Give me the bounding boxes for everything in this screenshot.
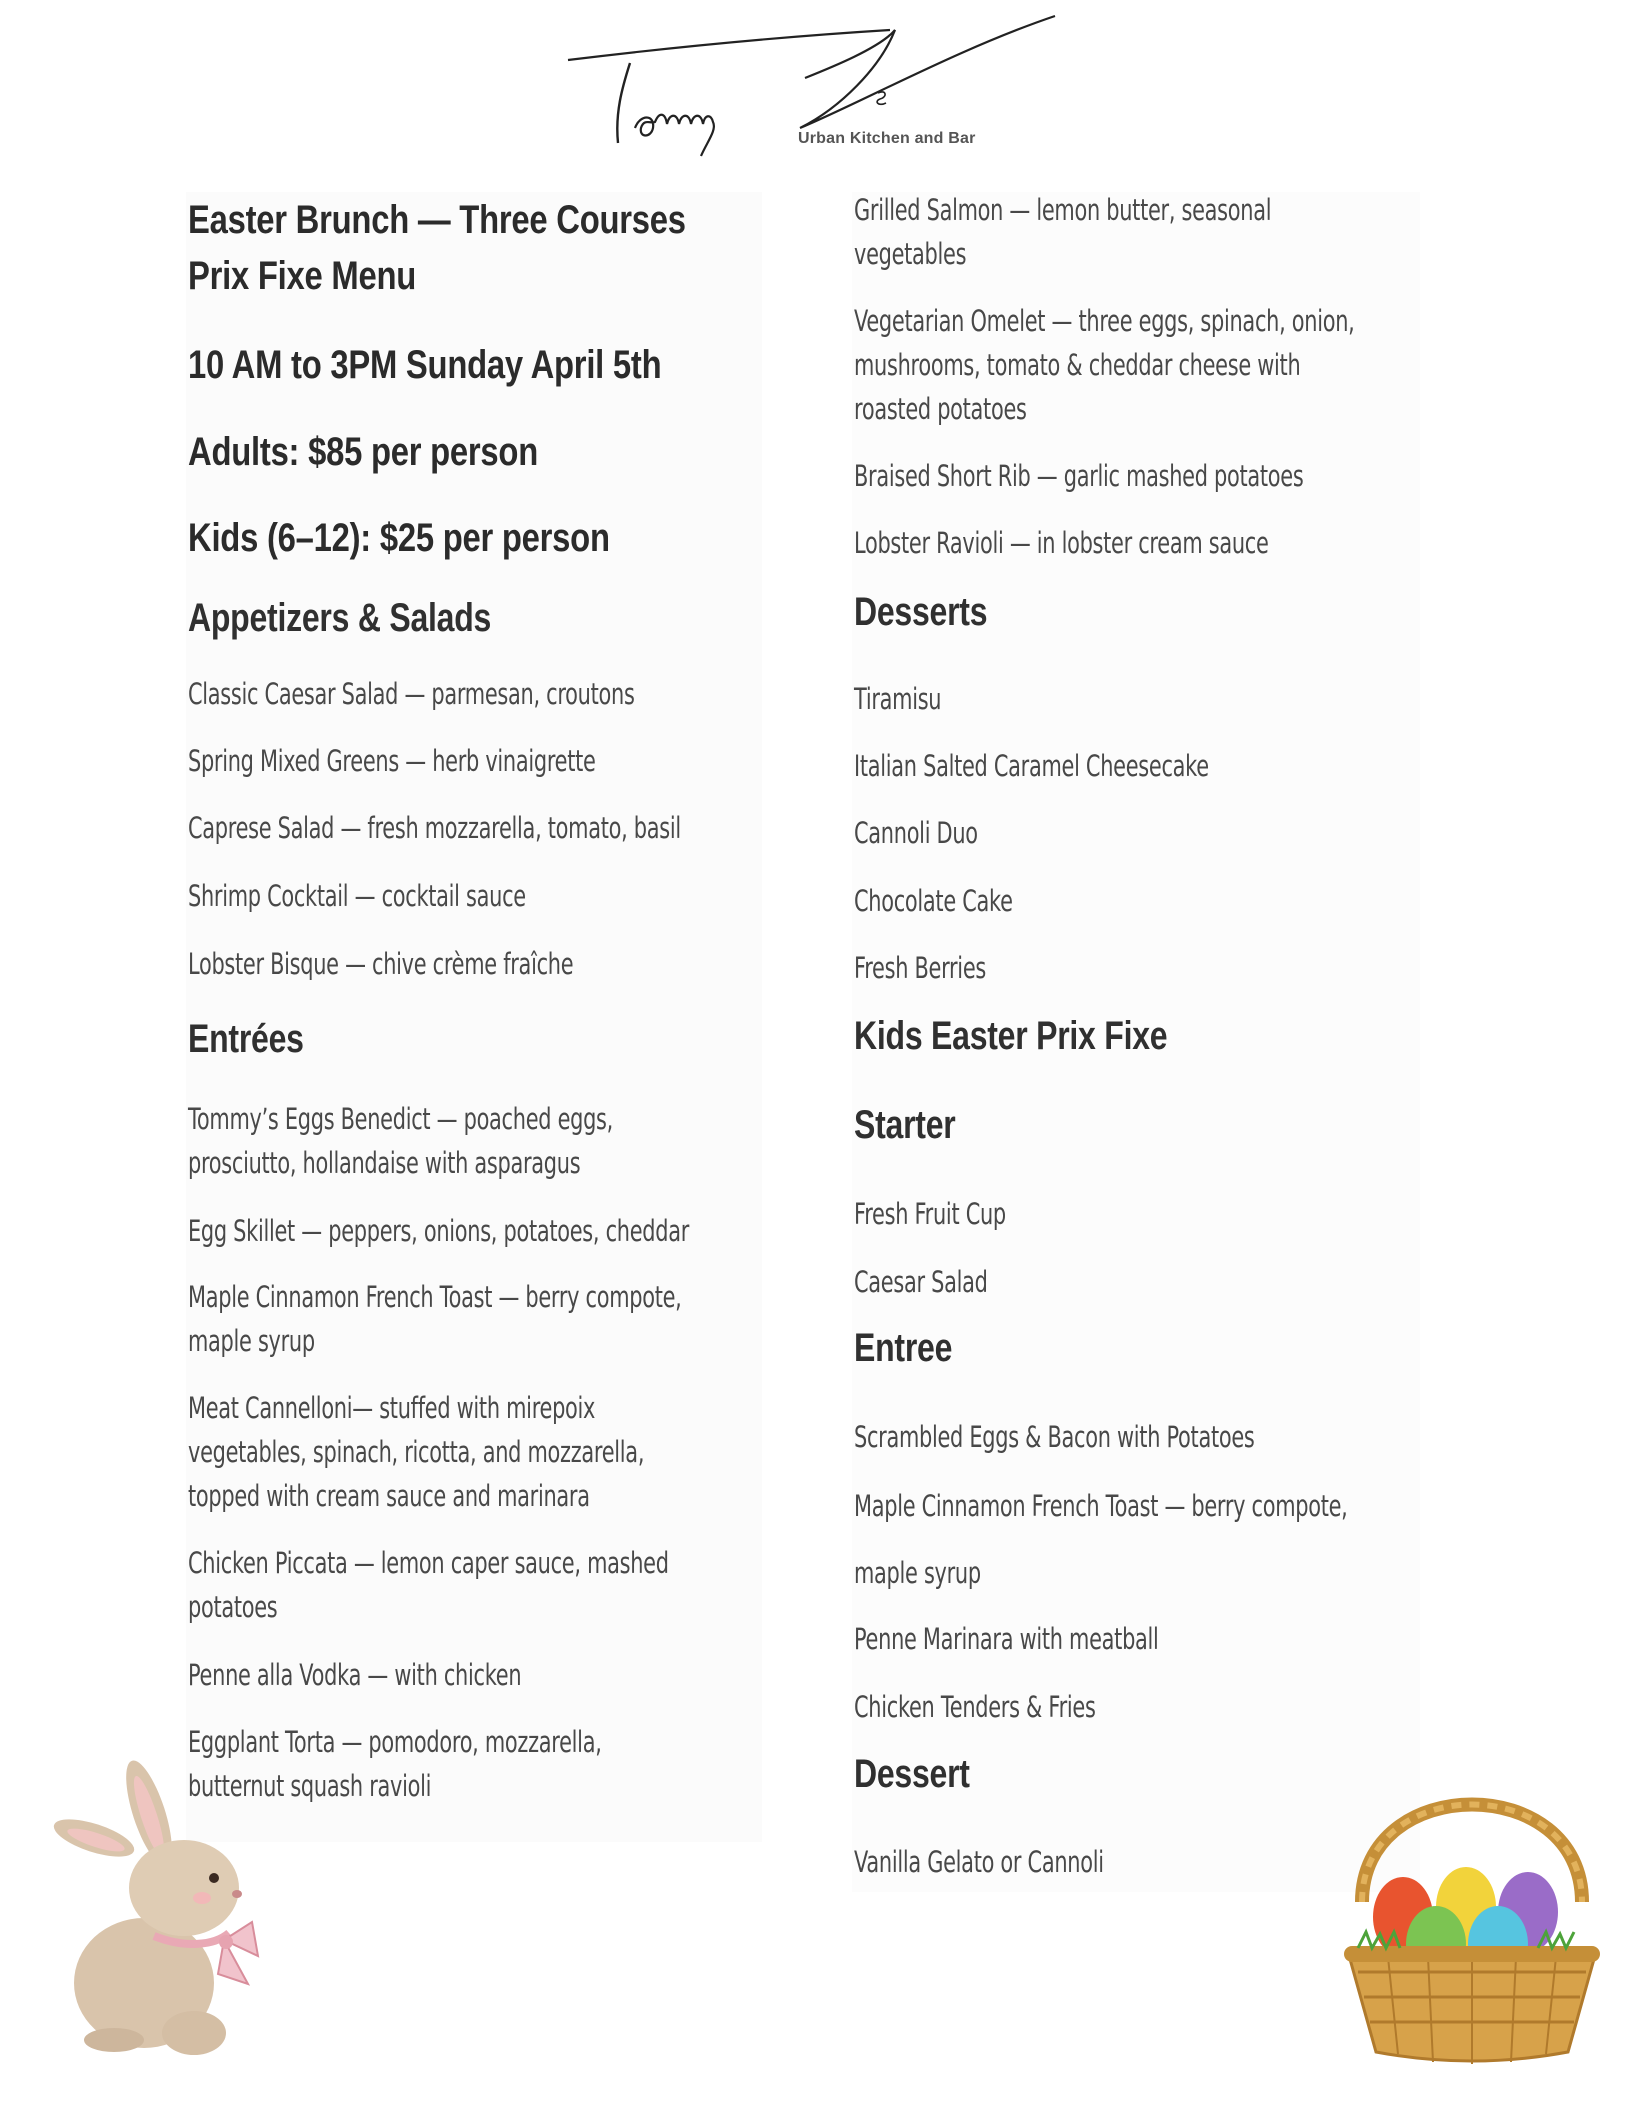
kids-dessert-heading: Dessert: [854, 1752, 970, 1796]
desserts-heading: Desserts: [854, 590, 988, 634]
kids-entree-item: Chicken Tenders & Fries: [854, 1690, 1096, 1724]
entree-item: Vegetarian Omelet — three eggs, spinach, onion,: [854, 304, 1355, 338]
kids-entree-item: Penne Marinara with meatball: [854, 1622, 1159, 1656]
entree-item: butternut squash ravioli: [188, 1769, 432, 1803]
kids-price: Kids (6–12): $25 per person: [188, 516, 610, 560]
entree-item: Eggplant Torta — pomodoro, mozzarella,: [188, 1725, 602, 1759]
dessert-item: Fresh Berries: [854, 951, 986, 985]
entrees-heading: Entrées: [188, 1017, 304, 1061]
bunny-illustration: [44, 1758, 264, 2058]
dessert-item: Cannoli Duo: [854, 816, 978, 850]
starter-item: Caesar Salad: [854, 1265, 988, 1299]
dessert-item: Chocolate Cake: [854, 884, 1013, 918]
entree-item: Maple Cinnamon French Toast — berry compote,: [188, 1280, 682, 1314]
easter-basket-illustration: [1328, 1752, 1616, 2070]
entree-item: maple syrup: [188, 1324, 315, 1358]
kids-entree-heading: Entree: [854, 1326, 953, 1370]
starter-item: Fresh Fruit Cup: [854, 1197, 1006, 1231]
menu-time: 10 AM to 3PM Sunday April 5th: [188, 343, 662, 387]
entree-item: topped with cream sauce and marinara: [188, 1479, 590, 1513]
entree-item: Braised Short Rib — garlic mashed potatoes: [854, 459, 1304, 493]
dessert-item: Tiramisu: [854, 682, 942, 716]
left-column: [186, 192, 762, 1842]
entree-item: roasted potatoes: [854, 392, 1027, 426]
logo: [560, 8, 1060, 158]
menu-title-line2: Prix Fixe Menu: [188, 254, 417, 298]
right-column: [852, 192, 1420, 1892]
menu-title-line1: Easter Brunch — Three Courses: [188, 198, 686, 242]
entree-item: Chicken Piccata — lemon caper sauce, mashed: [188, 1546, 669, 1580]
entree-item: Lobster Ravioli — in lobster cream sauce: [854, 526, 1269, 560]
appetizer-item: Shrimp Cocktail — cocktail sauce: [188, 879, 526, 913]
kids-entree-item: maple syrup: [854, 1556, 981, 1590]
entree-item: Grilled Salmon — lemon butter, seasonal: [854, 193, 1272, 227]
appetizer-item: Caprese Salad — fresh mozzarella, tomato, basil: [188, 811, 681, 845]
kids-entree-item: Maple Cinnamon French Toast — berry compote,: [854, 1489, 1348, 1523]
adult-price: Adults: $85 per person: [188, 430, 539, 474]
kids-entree-item: Scrambled Eggs & Bacon with Potatoes: [854, 1420, 1255, 1454]
entree-item: Tommy’s Eggs Benedict — poached eggs,: [188, 1102, 614, 1136]
appetizer-item: Classic Caesar Salad — parmesan, croutons: [188, 677, 635, 711]
entree-item: Meat Cannelloni— stuffed with mirepoix: [188, 1391, 596, 1425]
dessert-item: Italian Salted Caramel Cheesecake: [854, 749, 1209, 783]
appetizers-heading: Appetizers & Salads: [188, 596, 492, 640]
entree-item: potatoes: [188, 1590, 278, 1624]
appetizer-item: Lobster Bisque — chive crème fraîche: [188, 947, 574, 981]
entree-item: mushrooms, tomato & cheddar cheese with: [854, 348, 1301, 382]
entree-item: vegetables: [854, 237, 967, 271]
entree-item: vegetables, spinach, ricotta, and mozzarella,: [188, 1435, 645, 1469]
appetizer-item: Spring Mixed Greens — herb vinaigrette: [188, 744, 596, 778]
entree-item: prosciutto, hollandaise with asparagus: [188, 1146, 581, 1180]
kids-prix-fixe-heading: Kids Easter Prix Fixe: [854, 1014, 1168, 1058]
entree-item: Egg Skillet — peppers, onions, potatoes, cheddar: [188, 1214, 690, 1248]
kids-dessert-item: Vanilla Gelato or Cannoli: [854, 1845, 1104, 1879]
entree-item: Penne alla Vodka — with chicken: [188, 1658, 522, 1692]
starter-heading: Starter: [854, 1103, 956, 1147]
logo-subtitle: Urban Kitchen and Bar: [798, 130, 976, 147]
